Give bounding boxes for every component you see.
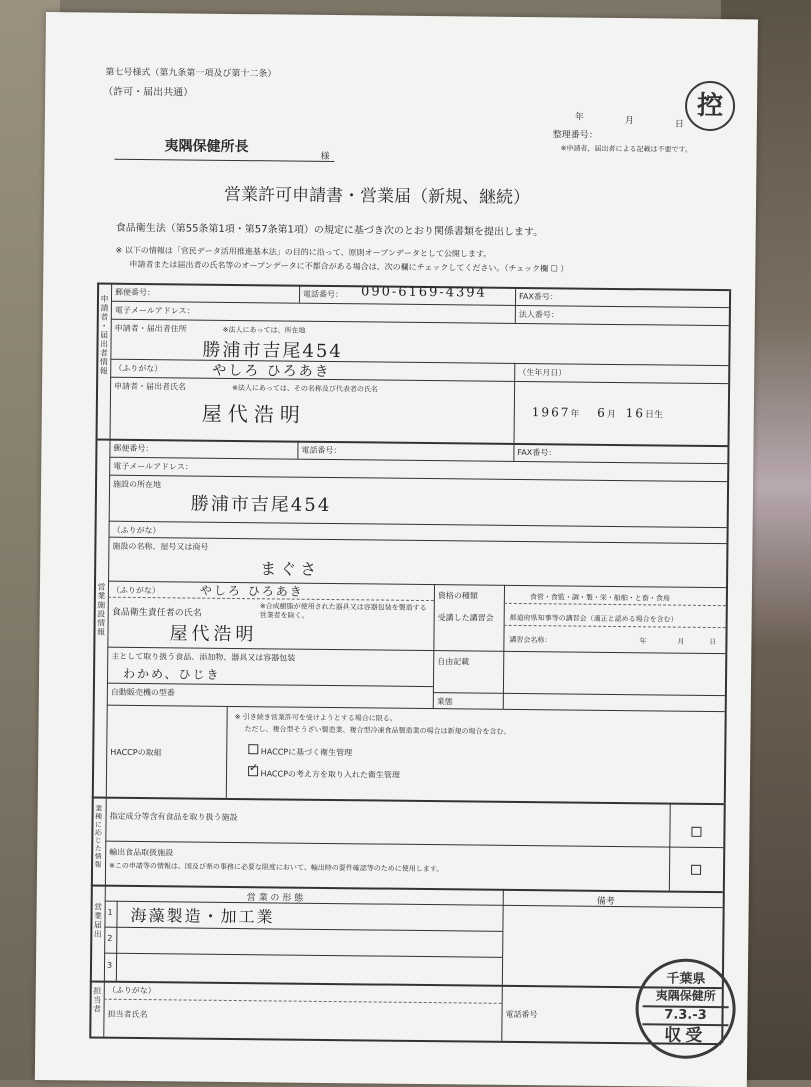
business-row-1-no: 1 [107, 907, 113, 917]
course-label: 受講した講習会 [437, 613, 494, 623]
export-note: ※この申請等の情報は、国及び県の事務に必要な限度において、輸出時の要件確認等のために使用します。 [109, 861, 444, 874]
export-facility-label: 輸出食品取扱施設 [109, 847, 174, 858]
birth-day: 16 [625, 406, 646, 421]
designated-ingredient-label: 指定成分等含有食品を取り扱う施設 [109, 811, 238, 823]
course-day-label: 日 [709, 637, 717, 647]
food-hygiene-manager-note: ※合成樹脂が使用された器具又は容器包装を製造する営業者を除く。 [259, 602, 427, 620]
vending-machine-label: 自動販売機の型番 [110, 687, 175, 698]
applicant-side-label: 申請者・届出者情報 [99, 294, 110, 376]
date-month-label: 月 [624, 116, 634, 127]
manager-furigana-value: やしろ ひろあき [199, 583, 304, 599]
contact-name-label: 担当者氏名 [107, 1009, 148, 1020]
birth-date-label: （生年月日） [518, 367, 567, 378]
facility-furigana-label: （ふりがな） [112, 525, 161, 536]
birth-year-unit: 年 [570, 409, 580, 420]
birth-month-unit: 月 [606, 409, 616, 420]
open-data-notice: ※ 以下の情報は「官民データ活用推進基本法」の目的に沿って、原則オープンデータとして公開します。 [115, 245, 492, 259]
applicant-address-note: ※法人にあっては、所在地 [222, 325, 306, 335]
manager-furigana-label: （ふりがな） [111, 585, 160, 596]
contact-phone-label: 電話番号 [505, 1009, 538, 1020]
business-row-3-no: 3 [106, 960, 113, 970]
date-year-label: 年 [574, 112, 584, 123]
birth-month: 6 [597, 405, 607, 420]
receipt-stamp [635, 958, 736, 1059]
export-facility-checkbox[interactable] [691, 865, 701, 875]
free-description-label: 自由記載 [437, 657, 470, 667]
haccp-note-1: ※ 引き続き営業許可を受けようとする場合に限る。 [234, 713, 397, 723]
applicant-phone-value: 090-6169-4394 [361, 284, 487, 301]
course-month-label: 月 [677, 637, 685, 646]
applicant-address-label: 申請者・届出者住所 [114, 323, 187, 334]
facility-side-label: 営業施設情報 [96, 582, 107, 637]
facility-location-label: 施設の所在地 [113, 479, 162, 490]
business-side-label: 営業届出 [93, 902, 103, 939]
corporate-number-label: 法人番号： [518, 309, 559, 320]
haccp-option-2-label: HACCPの考え方を取り入れた衛生管理 [260, 769, 400, 780]
facility-fax-label: FAX番号： [517, 447, 557, 458]
contact-furigana-label: （ふりがな） [107, 985, 156, 996]
receipt-stamp-received: 収受 [664, 1025, 707, 1046]
birth-day-unit: 日生 [644, 410, 664, 421]
open-data-checkbox-notice: 申請者または届出者の氏名等のオープンデータに不都合がある場合は、次の欄にチェックしてください。（チェック欄 ☐ ） [129, 259, 569, 274]
applicant-name-value: 屋代浩明 [201, 401, 306, 427]
business-row-2-no: 2 [107, 933, 113, 943]
business-type-label: 業態 [436, 697, 453, 707]
intro-text: 食品衛生法（第55条第1項・第57条第1項）の規定に基づき次のとおり関係書類を提出します。 [115, 222, 544, 239]
applicant-postal-label: 郵便番号： [115, 287, 156, 298]
extra-side-label: 業種に応じた情報 [94, 804, 103, 869]
haccp-note-2: ただし、複合型そうざい製造業、複合型冷凍食品製造業の場合は新規の場合を含む。 [244, 725, 511, 736]
applicant-fax-label: FAX番号： [518, 291, 558, 302]
qualification-label: 資格の種類 [437, 591, 478, 601]
receipt-stamp-line2: 夷隅保健所 [655, 988, 716, 1004]
form-type: （許可・届出共通） [103, 86, 194, 99]
applicant-name-note: ※法人にあっては、その名称及び代表者の氏名 [232, 383, 378, 394]
facility-phone-label: 電話番号： [301, 445, 342, 456]
receipt-stamp-date: 7.3.-3 [642, 1005, 728, 1026]
applicant-email-label: 電子メールアドレス： [114, 305, 195, 316]
addressee: 夷隅保健所長 [164, 138, 249, 156]
applicant-furigana-label: （ふりがな） [114, 363, 163, 374]
contact-side-label: 担当者 [92, 986, 102, 1014]
handled-items-value: わかめ、ひじき [123, 666, 221, 682]
applicant-name-label: 申請者・届出者氏名 [114, 381, 187, 392]
course-year-label: 年 [639, 637, 647, 646]
birth-date [532, 405, 663, 420]
reference-note: ※申請者，届出者による記載は不要です。 [560, 144, 692, 154]
applicant-address-value: 勝浦市吉尾454 [202, 339, 343, 363]
haccp-label: HACCPの取組 [110, 747, 162, 758]
facility-name-label: 施設の名称、屋号又は商号 [112, 541, 209, 552]
course-note: 都道府県知事等の講習会（適正と認める場合を含む） [509, 613, 678, 624]
food-hygiene-manager-value: 屋代浩明 [169, 623, 258, 646]
designated-ingredient-checkbox[interactable] [691, 827, 701, 837]
business-form-header: 営 業 の 形 態 [246, 893, 304, 904]
application-form-paper [35, 12, 758, 1087]
facility-name-value: まぐさ [260, 559, 321, 579]
facility-postal-label: 郵便番号： [113, 443, 154, 454]
control-stamp: 控 [685, 81, 736, 132]
haccp-option-2[interactable] [248, 761, 400, 781]
qualification-options: 食管・食監・調・製・栄・船舶・と畜・食鳥 [529, 593, 670, 603]
facility-email-label: 電子メールアドレス： [113, 461, 193, 472]
applicant-furigana-value: やしろ ひろあき [212, 362, 331, 381]
applicant-phone-label: 電話番号： [303, 289, 344, 300]
facility-location-value: 勝浦市吉尾454 [190, 493, 332, 517]
form-number: 第七号様式（第九条第一項及び第十二条） [105, 67, 277, 80]
date-day-label: 日 [674, 119, 684, 130]
haccp-option-1-label: HACCPに基づく衛生管理 [260, 747, 353, 758]
haccp-option-1-checkbox[interactable] [248, 744, 258, 754]
haccp-option-2-checkbox[interactable]: ✓ [249, 761, 259, 775]
sama-label: 様 [320, 151, 330, 162]
receipt-stamp-line1: 千葉県 [666, 971, 706, 987]
page-title: 営業許可申請書・営業届（新規、継続） [223, 184, 531, 209]
haccp-option-1[interactable] [248, 744, 352, 758]
food-hygiene-manager-label: 食品衛生責任者の氏名 [111, 607, 202, 619]
course-name-label: 講習会名称： [509, 635, 552, 645]
remarks-header: 備考 [596, 896, 615, 908]
birth-year: 1967 [531, 405, 571, 420]
reference-number-label: 整理番号： [552, 130, 598, 141]
business-row-1-value: 海藻製造・加工業 [130, 905, 275, 927]
handled-items-label: 主として取り扱う食品、添加物、器具又は容器包装 [111, 651, 296, 663]
